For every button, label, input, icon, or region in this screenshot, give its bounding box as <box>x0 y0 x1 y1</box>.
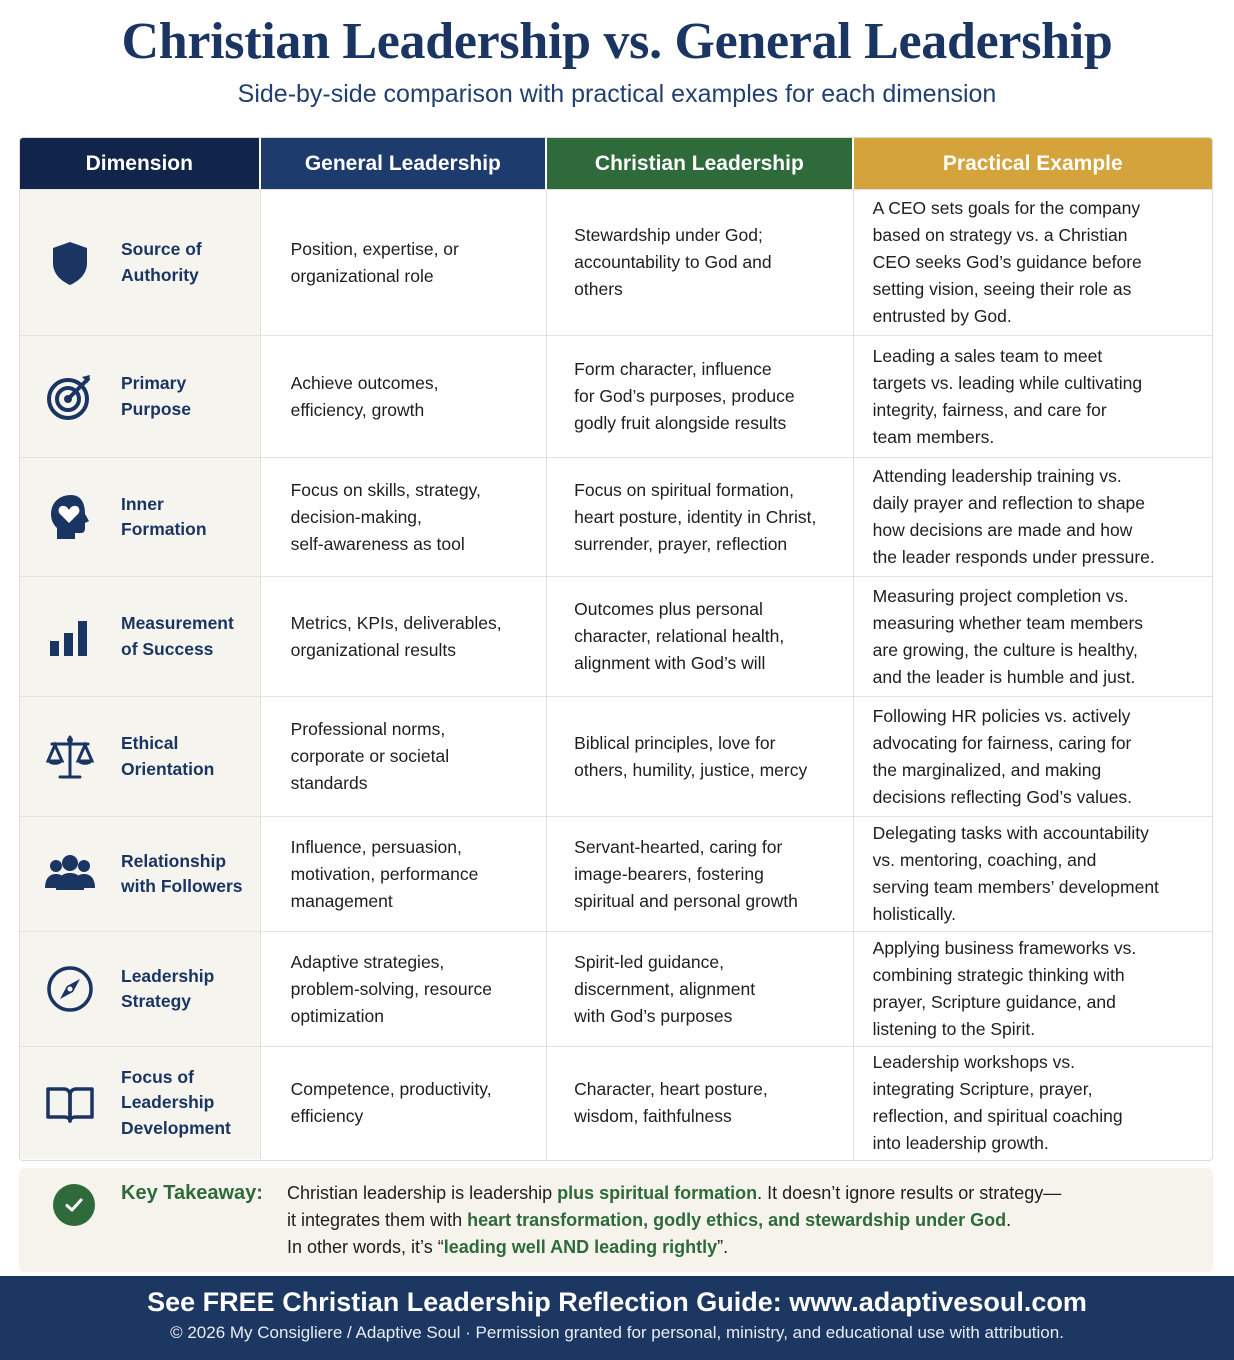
takeaway-text-segment: Christian leadership is leadership <box>287 1183 558 1203</box>
table-row <box>20 931 1212 1046</box>
example-cell-line: vs. mentoring, coaching, and <box>872 850 1097 870</box>
example-cell-line: holistically. <box>872 904 956 924</box>
christian-cell-line: with God’s purposes <box>574 1005 733 1026</box>
christian-cell-line: others, humility, justice, mercy <box>574 759 808 780</box>
example-cell-line: Leading a sales team to meet <box>872 345 1103 366</box>
christian-cell-line: Biblical principles, love for <box>574 732 776 753</box>
footer-copyright: © 2026 My Consigliere / Adaptive Soul · Permission granted for personal, ministry, and educational use with attribution. <box>170 1323 1064 1342</box>
general-cell <box>261 336 548 457</box>
example-cell-line: the marginalized, and making <box>872 759 1102 780</box>
general-cell-line: optimization <box>290 1005 384 1026</box>
example-cell <box>854 932 1212 1046</box>
example-cell-line: Measuring project completion vs. <box>872 585 1129 606</box>
example-cell <box>854 817 1212 931</box>
key-takeaway-text <box>287 1180 1187 1261</box>
example-cell-line: entrusted by God. <box>872 306 1012 326</box>
example-cell-line: serving team members’ development <box>872 877 1159 897</box>
dimension-label-line: Leadership <box>121 965 215 986</box>
general-cell-line: problem-solving, resource <box>290 978 492 999</box>
general-cell <box>261 1047 548 1159</box>
dimension-label <box>121 964 214 1015</box>
christian-cell-line: discernment, alignment <box>574 978 756 999</box>
christian-cell-line: godly fruit alongside results <box>574 413 787 433</box>
dimension-label-line: Measurement <box>121 613 234 633</box>
key-takeaway-box <box>19 1168 1213 1272</box>
general-cell <box>261 190 548 335</box>
example-cell-line: Applying business frameworks vs. <box>872 938 1137 958</box>
table-row <box>20 457 1212 576</box>
christian-cell <box>547 817 854 931</box>
example-cell-line: team members. <box>872 426 995 447</box>
bar-chart-icon <box>42 609 98 665</box>
takeaway-text-segment: it integrates them with <box>287 1210 468 1230</box>
example-cell-line: and the leader is humble and just. <box>872 666 1136 687</box>
example-cell-line: prayer, Scripture guidance, and <box>872 992 1116 1012</box>
general-cell-line: organizational results <box>290 639 456 660</box>
takeaway-text-segment: ”. <box>717 1237 729 1257</box>
example-cell-line: Attending leadership training vs. <box>872 466 1122 486</box>
christian-cell-line: spiritual and personal growth <box>574 890 798 911</box>
compass-icon <box>42 961 98 1017</box>
dimension-label <box>121 1065 231 1142</box>
christian-cell <box>547 458 854 576</box>
open-book-icon <box>42 1075 98 1131</box>
general-cell-line: efficiency, growth <box>290 399 425 420</box>
general-cell-line: Adaptive strategies, <box>290 951 445 972</box>
christian-cell-line: wisdom, faithfulness <box>574 1106 732 1126</box>
column-header-general: General Leadership <box>261 138 548 189</box>
column-header-example: Practical Example <box>854 138 1212 189</box>
example-cell-line: integrity, fairness, and care for <box>872 399 1107 420</box>
example-cell-line: daily prayer and reflection to shape <box>872 493 1146 513</box>
dimension-cell <box>20 817 261 931</box>
general-cell-line: organizational role <box>290 265 434 286</box>
christian-cell-line: others <box>574 279 623 299</box>
example-cell-line: A CEO sets goals for the company <box>872 198 1141 218</box>
page-title: Christian Leadership vs. General Leadership <box>121 13 1113 70</box>
target-icon <box>42 369 98 425</box>
general-cell-line: management <box>290 890 393 911</box>
table-row <box>20 335 1212 457</box>
example-cell <box>854 577 1212 696</box>
dimension-label-line: Authority <box>121 264 199 285</box>
scales-icon <box>42 729 98 785</box>
general-cell <box>261 817 548 931</box>
dimension-label-line: with Followers <box>121 876 243 896</box>
dimension-cell <box>20 697 261 816</box>
christian-cell-line: surrender, prayer, reflection <box>574 533 788 554</box>
footer-cta[interactable]: See FREE Christian Leadership Reflection Guide: www.adaptivesoul.com <box>147 1287 1087 1317</box>
example-cell-line: how decisions are made and how <box>872 520 1133 540</box>
dimension-label-line: of Success <box>121 638 214 659</box>
christian-cell <box>547 932 854 1046</box>
dimension-cell <box>20 1047 261 1159</box>
general-cell-line: Focus on skills, strategy, <box>290 479 481 500</box>
example-cell-line: integrating Scripture, prayer, <box>872 1079 1093 1099</box>
takeaway-line <box>287 1207 1187 1234</box>
takeaway-text-segment: . <box>1006 1210 1012 1230</box>
takeaway-line <box>287 1180 1187 1207</box>
example-cell-line: Following HR policies vs. actively <box>872 705 1131 726</box>
dimension-label-line: Inner <box>121 493 164 514</box>
example-cell-line: Delegating tasks with accountability <box>872 823 1149 843</box>
takeaway-highlight: plus spiritual formation <box>557 1183 758 1203</box>
christian-cell <box>547 190 854 335</box>
example-cell-line: CEO seeks God’s guidance before <box>872 252 1142 272</box>
dimension-label-line: Strategy <box>121 991 192 1011</box>
table-header <box>20 138 1212 189</box>
example-cell-line: combining strategic thinking with <box>872 965 1125 985</box>
general-cell-line: decision-making, <box>290 506 422 527</box>
comparison-table <box>19 137 1213 1161</box>
christian-cell-line: Character, heart posture, <box>574 1079 768 1099</box>
christian-cell-line: alignment with God’s will <box>574 653 766 673</box>
example-cell-line: setting vision, seeing their role as <box>872 279 1132 299</box>
christian-cell <box>547 1047 854 1159</box>
dimension-label <box>121 611 234 662</box>
example-cell <box>854 190 1212 335</box>
example-cell-line: into leadership growth. <box>872 1133 1049 1153</box>
table-row <box>20 189 1212 335</box>
christian-cell-line: heart posture, identity in Christ, <box>574 506 817 527</box>
general-cell-line: Position, expertise, or <box>290 238 459 259</box>
example-cell <box>854 697 1212 816</box>
general-cell-line: Competence, productivity, <box>290 1079 492 1099</box>
christian-cell-line: Outcomes plus personal <box>574 599 763 619</box>
table-row <box>20 1046 1212 1159</box>
general-cell-line: efficiency <box>290 1106 364 1126</box>
example-cell-line: reflection, and spiritual coaching <box>872 1106 1123 1126</box>
dimension-label-line: Orientation <box>121 758 215 779</box>
general-cell <box>261 458 548 576</box>
dimension-label-line: Focus of <box>121 1066 194 1087</box>
table-row <box>20 576 1212 696</box>
dimension-label <box>121 237 202 288</box>
example-cell-line: advocating for fairness, caring for <box>872 732 1132 753</box>
general-cell-line: standards <box>290 773 368 793</box>
dimension-label-line: Development <box>121 1117 231 1138</box>
dimension-label-line: Formation <box>121 519 207 539</box>
dimension-label-line: Ethical <box>121 733 179 753</box>
christian-cell-line: Form character, influence <box>574 359 772 379</box>
takeaway-highlight: heart transformation, godly ethics, and stewardship under God <box>467 1210 1007 1230</box>
christian-cell-line: Focus on spiritual formation, <box>574 479 794 500</box>
takeaway-text-segment: . It doesn’t ignore results or strategy— <box>757 1183 1062 1203</box>
dimension-label <box>121 371 191 422</box>
general-cell-line: Influence, persuasion, <box>290 836 462 857</box>
check-circle-icon <box>53 1184 95 1226</box>
example-cell-line: are growing, the culture is healthy, <box>872 639 1138 660</box>
table-row <box>20 816 1212 931</box>
general-cell <box>261 932 548 1046</box>
general-cell-line: self-awareness as tool <box>290 533 465 554</box>
dimension-label-line: Relationship <box>121 850 227 871</box>
takeaway-highlight: leading well AND leading rightly <box>443 1237 718 1257</box>
general-cell-line: Achieve outcomes, <box>290 372 439 393</box>
general-cell-line: Metrics, KPIs, deliverables, <box>290 612 502 633</box>
key-takeaway-label: Key Takeaway: <box>121 1182 263 1204</box>
dimension-cell <box>20 932 261 1046</box>
christian-cell-line: accountability to God and <box>574 252 772 272</box>
takeaway-text-segment: In other words, it’s “ <box>287 1237 444 1257</box>
dimension-label-line: Source of <box>121 239 202 259</box>
footer-banner <box>0 1276 1234 1360</box>
christian-cell <box>547 697 854 816</box>
dimension-label-line: Purpose <box>121 398 192 419</box>
christian-cell <box>547 336 854 457</box>
dimension-cell <box>20 577 261 696</box>
christian-cell-line: Stewardship under God; <box>574 225 763 245</box>
heart-head-icon <box>42 489 98 545</box>
column-header-christian: Christian Leadership <box>547 138 853 189</box>
dimension-cell <box>20 190 261 335</box>
example-cell-line: the leader responds under pressure. <box>872 547 1155 567</box>
shield-icon <box>42 235 98 291</box>
general-cell-line: Professional norms, <box>290 719 446 739</box>
people-icon <box>42 846 98 902</box>
christian-cell-line: Spirit-led guidance, <box>574 951 724 972</box>
dimension-label-line: Leadership <box>121 1092 215 1113</box>
dimension-label <box>121 492 207 543</box>
table-row <box>20 696 1212 816</box>
dimension-cell <box>20 336 261 457</box>
example-cell-line: listening to the Spirit. <box>872 1019 1036 1039</box>
christian-cell-line: Servant-hearted, caring for <box>574 836 783 857</box>
general-cell <box>261 577 548 696</box>
christian-cell-line: for God’s purposes, produce <box>574 386 795 406</box>
example-cell-line: Leadership workshops vs. <box>872 1052 1075 1072</box>
column-header-dimension: Dimension <box>20 138 261 189</box>
general-cell-line: corporate or societal <box>290 746 450 766</box>
christian-cell-line: image-bearers, fostering <box>574 863 764 884</box>
example-cell <box>854 458 1212 576</box>
christian-cell <box>547 577 854 696</box>
takeaway-line <box>287 1234 1187 1261</box>
example-cell-line: based on strategy vs. a Christian <box>872 225 1128 245</box>
dimension-label <box>121 731 214 782</box>
example-cell-line: decisions reflecting God’s values. <box>872 786 1133 807</box>
example-cell <box>854 336 1212 457</box>
dimension-label-line: Primary <box>121 373 187 393</box>
example-cell-line: measuring whether team members <box>872 612 1144 633</box>
general-cell <box>261 697 548 816</box>
example-cell-line: targets vs. leading while cultivating <box>872 372 1143 393</box>
christian-cell-line: character, relational health, <box>574 626 785 646</box>
general-cell-line: motivation, performance <box>290 863 479 884</box>
example-cell <box>854 1047 1212 1159</box>
table-body <box>20 189 1212 1159</box>
dimension-cell <box>20 458 261 576</box>
dimension-label <box>121 849 243 900</box>
page-subtitle: Side-by-side comparison with practical examples for each dimension <box>237 80 997 108</box>
